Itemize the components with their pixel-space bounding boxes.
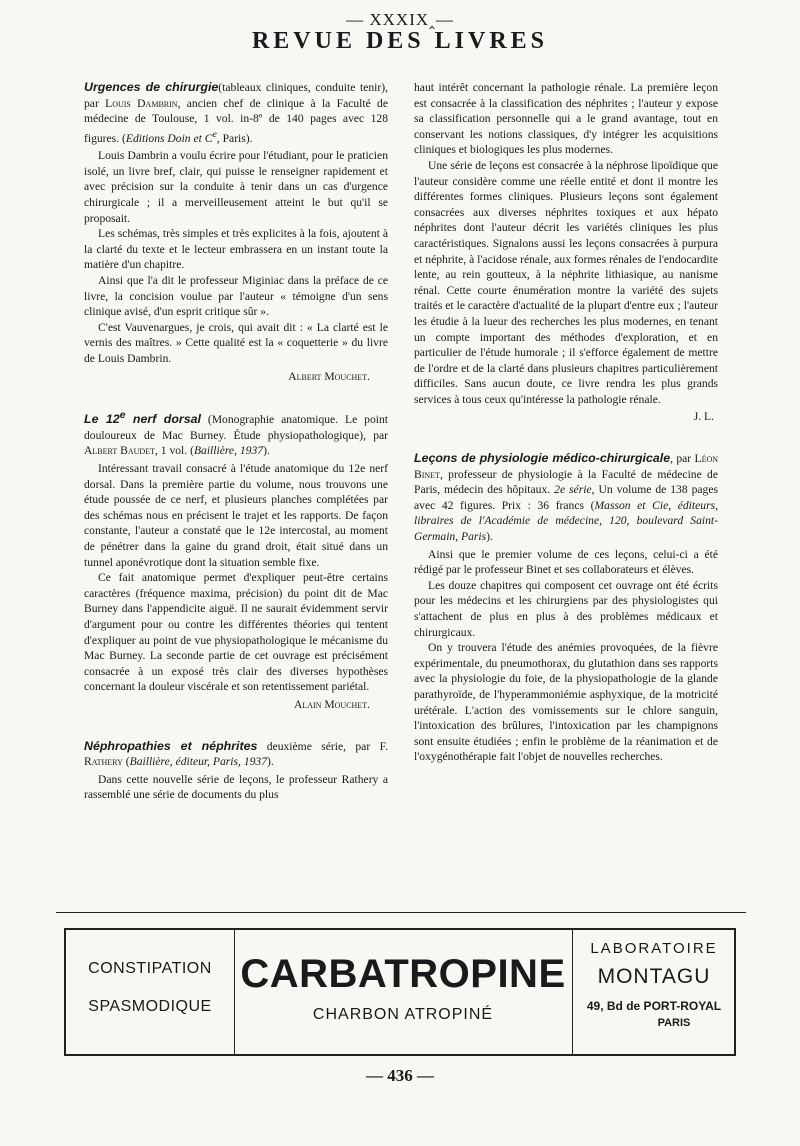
review-nephro-signature: J. L. [693, 410, 714, 424]
review-physio-title: Leçons de physiologie médico-chirurgicale [414, 451, 671, 466]
ad-lab-name: MONTAGU [597, 965, 711, 988]
paragraph: Louis Dambrin a voulu écrire pour l'étudiant, pour le praticien isolé, un livre bref, clair, qui puisse le renseigner rapidement et avec précision sur la conduite à tenir dans un cas d'urgence chirurgicale ; il a merveilleusement atteint le but qu'il se proposait. [84, 149, 388, 225]
review-urgences [84, 80, 388, 384]
ad-address: 49, Bd de PORT-ROYAL [586, 999, 722, 1013]
paragraph: On y trouvera l'étude des anémies provoquées, de la fièvre expérimentale, du pneumothorax, du glutathion dans ses rapports avec la physiologie du foie, de la physiopathologie de la glande parathyroïde, de l'hyperammoniémie asphyxique, de la motricité urétérale. L'action des vomissements sur le chlore sanguin, l'intoxication des brûlures, l'intoxication par les champignons sont ensuite étudiées ; enfin le problème de la réanimation et de l'oxygénothérapie fait l'objet de nouvelles recherches. [414, 641, 718, 764]
page-header [0, 10, 800, 55]
review-nephropathies-continued [414, 80, 718, 425]
ad-left-line-2: SPASMODIQUE [88, 998, 212, 1015]
review-physiologie [414, 451, 718, 765]
ad-subtitle: CHARBON ATROPINÉ [312, 1006, 494, 1023]
review-physio-author: Léon Binet [414, 452, 719, 481]
ad-right-panel [572, 930, 735, 1054]
right-column [414, 80, 718, 765]
paragraph: C'est Vauvenargues, je crois, qui avait dit : « La clarté est le vernis des maîtres. » Cette qualité est la « coquetterie » du livre de Louis Dambrin. [84, 320, 388, 365]
review-nephro-author: F. Rathery [84, 739, 388, 769]
section-title: REVUE DES LIVRES [251, 28, 549, 54]
review-urgences-publisher: Editions Doin et Ce [125, 128, 217, 145]
column-bottom-rule [56, 912, 746, 913]
page-roman-numeral: — XXXIX‸— [346, 10, 454, 29]
review-nerf-heading: Le 12e nerf dorsal (Monographie anatomique. Le point douloureux de Mac Burney. Étude physiopathologique), par Albert Baudet, 1 vol. (Baillière, 1937). [84, 410, 388, 458]
paragraph: Ainsi que le premier volume de ces leçons, celui-ci a été rédigé par le professeur Binet et ses collaborateurs et élèves. [414, 547, 718, 577]
review-physio-heading: Leçons de physiologie médico-chirurgicale, par Léon Binet, professeur de physiologie à la Faculté de médecine de Paris, médecin des hôpitaux. 2e série, Un volume de 138 pages avec 42 figures. Prix : 36 francs (Masson et Cie, éditeurs, libraires de l'Académie de médecine, 120, boulevard Saint-Germain, Paris). [414, 451, 719, 544]
review-urgences-title: Urgences de chirurgie [84, 80, 219, 94]
ad-left-line-1: CONSTIPATION [88, 960, 212, 977]
ad-lab-line: LABORATOIRE [590, 940, 718, 957]
left-column [84, 80, 388, 803]
review-nephro-publisher: Baillière, éditeur, Paris, 1937 [129, 755, 268, 769]
paragraph: haut intérêt concernant la pathologie rénale. La première leçon est consacrée à la classification des néphrites ; l'auteur y expose sa classification personnelle qui a le grand avantage, tout en conservant les notions classiques, d'y intégrer les acquisitions cliniques et biologiques les plus modernes. [414, 81, 718, 157]
paragraph: Les douze chapitres qui composent cet ouvrage ont été écrits pour les médecins et les chirurgiens par des physiologistes qui s'attachent de plus en plus à des problèmes médicaux et chirurgicaux. [414, 578, 718, 639]
review-nephro-title: Néphropathies et néphrites [84, 738, 258, 753]
page-number: — 436 — [366, 1066, 434, 1085]
review-nerf-publisher: Baillière, 1937 [193, 444, 264, 458]
review-nerf-dorsal [84, 408, 388, 712]
ad-brand-name: CARBATROPINE [240, 952, 566, 996]
review-urgences-signature: Albert Mouchet. [288, 369, 370, 383]
paragraph: Une série de leçons est consacrée à la néphrose lipoïdique que l'auteur considère comme une réelle entité et dont il montre les différentes formes cliniques. Plusieurs leçons sont également consacrées aux diverses néphrites toxiques et aux hépato néphrites dont l'auteur décrit les variétés cliniques les plus caractéristiques. Signalons aussi les leçons consacrées à purpura et néphrite, à l'acidose rénale, aux formes rénales de l'endocardite lente, au rein goutteux, à la néphrite lithiasique, au nanisme rénal. Cette courte énumération montre la variété des sujets traités et le caractère d'actualité de la plupart d'entre eux ; l'auteur les étudie à la lueur des recherches les plus modernes, en tenant un compte important des méthodes d'exploration, et en particulier de l'étude humorale ; il s'efforce également de mettre de l'ordre et de la clarté dans plusieurs chapitres particulièrement difficiles. Sans aucun doute, ce livre rendra les plus grands services à tous ceux qu'intéresse la pathologie rénale. [414, 158, 718, 406]
review-nerf-author: Albert Baudet [84, 444, 155, 458]
paragraph: Ce fait anatomique permet d'expliquer peut-être certains caractères (fréquence maxima, précision) du point dit de Mac Burney dans l'appendicite aiguë. Il ne saurait évidemment servir d'argument pour ou contre les différentes théories qui tentent d'expliquer au point de vue physiopathologique le mécanisme du Mac Burney. La seconde partie de cet ouvrage est précisément consacrée à un exposé très clair des diverses hypothèses concernant la douleur viscérale et son retentissement pariétal. [84, 571, 388, 694]
paragraph: Ainsi que l'a dit le professeur Miginiac dans la préface de ce livre, la concision voulue par l'auteur « témoigne d'un sens clinique avisé, d'un esprit critique sûr ». [84, 273, 388, 319]
review-urgences-author: Louis Dambrin [105, 96, 178, 110]
paragraph: Dans cette nouvelle série de leçons, le professeur Rathery a rassemblé une série de documents du plus [84, 772, 388, 802]
review-urgences-heading: Urgences de chirurgie(tableaux cliniques, conduite tenir), par Louis Dambrin, ancien chef de clinique à la Faculté de médecine de Toulouse, 1 vol. in-8º de 140 pages avec 128 figures. (Editions Doin et Ce, Paris). [84, 80, 388, 145]
ad-center-panel [234, 930, 572, 1054]
review-nephro-heading: Néphropathies et néphrites deuxième série, par F. Rathery (Baillière, éditeur, Paris, 1937). [84, 738, 388, 769]
review-physio-publisher: Masson et Cie, éditeurs, libraires de l'Académie de médecine, 120, boulevard Saint-Germain, Paris [414, 498, 718, 544]
paragraph: Intéressant travail consacré à l'étude anatomique du 12e nerf dorsal. Dans la première partie du volume, nous trouvons une étude poussée de ce nerf, et plusieurs planches complétées par des schémas nous en précisent le trajet et les rapports. De façon constante, l'auteur a constaté que le 12e intercostal, au moment de pénétrer dans la gaine du grand droit, était situé dans un tunnel aponévrotique dont la situation semble fixe. [84, 462, 388, 569]
review-nephropathies [84, 739, 388, 803]
paragraph: Les schémas, très simples et très explicites à la fois, ajoutent à la clarté du texte et le lecteur embrassera en un instant toute la matière d'un chapitre. [84, 227, 388, 272]
review-nerf-signature: Alain Mouchet. [293, 697, 370, 711]
review-nerf-title: Le 12e nerf dorsal [84, 410, 201, 427]
advertisement [64, 928, 736, 1056]
ad-left-panel [66, 930, 235, 1054]
ad-city: PARIS [657, 1017, 691, 1029]
